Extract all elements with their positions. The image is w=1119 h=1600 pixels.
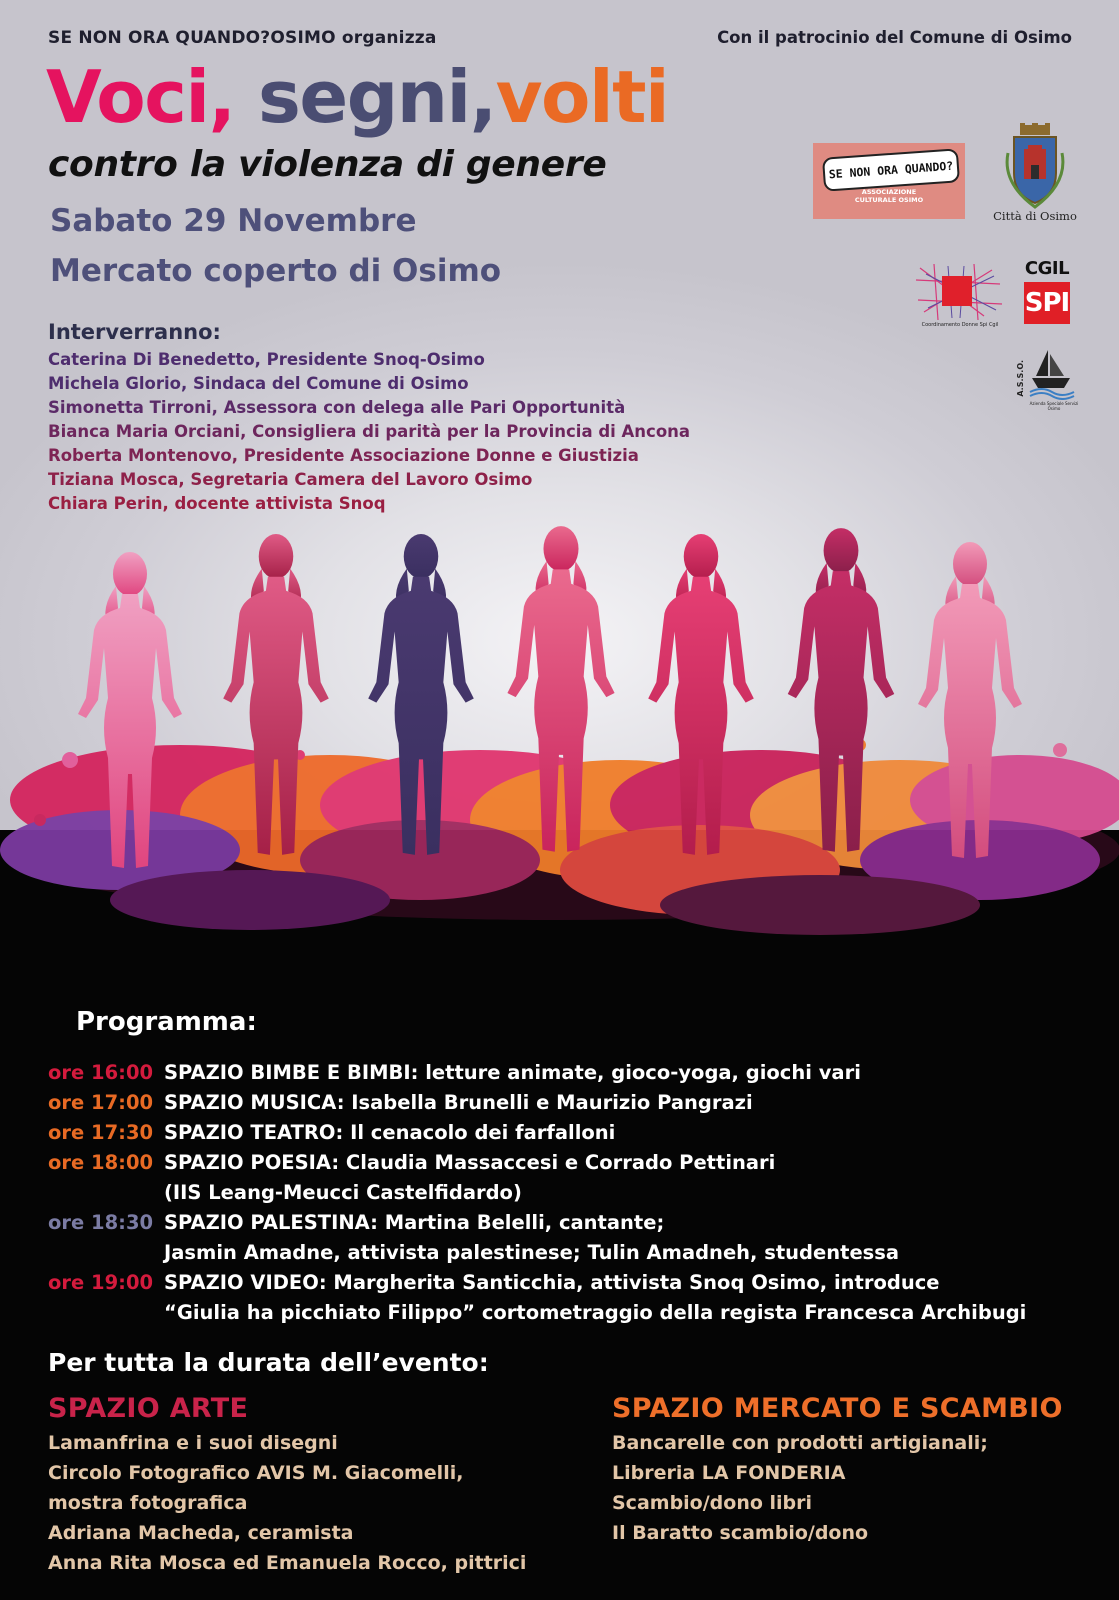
spazio-mercato-list — [612, 1428, 988, 1548]
coordinamento-grid-icon — [912, 262, 1008, 322]
speaker-item: Tiziana Mosca, Segretaria Camera del Lavoro Osimo — [48, 470, 533, 489]
programme-item — [48, 1088, 1108, 1118]
speaker-item: Michela Glorio, Sindaca del Comune di Osimo — [48, 374, 469, 393]
spazio-arte-item: Circolo Fotografico AVIS M. Giacomelli, — [48, 1462, 464, 1484]
coordinamento-donne-logo — [912, 262, 1008, 332]
spazio-arte-item: Lamanfrina e i suoi disegni — [48, 1432, 338, 1454]
title-word-voci: Voci, — [46, 55, 235, 139]
event-venue: Mercato coperto di Osimo — [50, 253, 502, 289]
osimo-crest-logo — [990, 123, 1080, 223]
programme-item — [48, 1118, 1108, 1148]
programme-list — [48, 1058, 1108, 1328]
spazio-arte-heading: SPAZIO ARTE — [48, 1393, 249, 1424]
programme-description-continued: (IIS Leang-Meucci Castelfidardo) — [164, 1181, 522, 1204]
speakers-list — [48, 348, 690, 516]
snoq-logo-title: SE NON ORA QUANDO? — [822, 148, 960, 191]
programme-description: SPAZIO PALESTINA: Martina Belelli, cantante; — [164, 1211, 665, 1234]
spazio-arte-item: Anna Rita Mosca ed Emanuela Rocco, pittrici — [48, 1552, 527, 1574]
programme-description: SPAZIO VIDEO: Margherita Santicchia, attivista Snoq Osimo, introduce — [164, 1271, 940, 1294]
programme-time: ore 18:30 — [48, 1211, 154, 1234]
organizer-line: SE NON ORA QUANDO?OSIMO organizza — [48, 28, 437, 48]
coordinamento-caption: Coordinamento Donne Spi Cgil — [921, 322, 999, 328]
programme-time: ore 19:00 — [48, 1271, 154, 1294]
spazio-mercato-heading: SPAZIO MERCATO E SCAMBIO — [612, 1393, 1063, 1424]
event-title — [46, 52, 668, 142]
duration-heading: Per tutta la durata dell’evento: — [48, 1348, 489, 1377]
programme-description-continued: Jasmin Amadne, attivista palestinese; Tulin Amadneh, studentessa — [164, 1241, 900, 1264]
programme-item-continuation — [48, 1298, 1108, 1328]
asso-ship-icon — [1018, 346, 1076, 400]
spazio-mercato-item: Il Baratto scambio/dono — [612, 1522, 869, 1544]
programme-item — [48, 1208, 1108, 1238]
spazio-mercato-item: Libreria LA FONDERIA — [612, 1462, 846, 1484]
speaker-item: Caterina Di Benedetto, Presidente Snoq-Osimo — [48, 350, 485, 369]
cgil-spi-logo — [1022, 258, 1072, 328]
programme-heading: Programma: — [76, 1007, 257, 1037]
programme-description: SPAZIO MUSICA: Isabella Brunelli e Maurizio Pangrazi — [164, 1091, 753, 1114]
spazio-arte-list — [48, 1428, 526, 1578]
speaker-item: Bianca Maria Orciani, Consigliera di parità per la Provincia di Ancona — [48, 422, 691, 441]
event-subtitle: contro la violenza di genere — [48, 144, 607, 185]
programme-item-continuation — [48, 1238, 1108, 1268]
asso-caption: Azienda Speciale Servizi Osimo — [1029, 401, 1079, 411]
spazio-arte-item: Adriana Macheda, ceramista — [48, 1522, 354, 1544]
cgil-label: CGIL — [1024, 258, 1070, 279]
programme-description-continued: “Giulia ha picchiato Filippo” cortometraggio della regista Francesca Archibugi — [164, 1301, 1027, 1324]
event-date: Sabato 29 Novembre — [50, 203, 417, 239]
asso-vertical-label: A.S.S.O. — [1016, 360, 1025, 397]
osimo-logo-caption: Città di Osimo — [993, 209, 1077, 223]
programme-description: SPAZIO TEATRO: Il cenacolo dei farfalloni — [164, 1121, 616, 1144]
programme-item — [48, 1148, 1108, 1178]
programme-time: ore 17:00 — [48, 1091, 154, 1114]
programme-item — [48, 1268, 1108, 1298]
osimo-crest-icon — [990, 123, 1080, 209]
programme-item — [48, 1058, 1108, 1088]
programme-time: ore 16:00 — [48, 1061, 154, 1084]
title-word-segni: segni, — [258, 55, 496, 139]
speakers-heading: Interverranno: — [48, 320, 221, 344]
speaker-item: Chiara Perin, docente attivista Snoq — [48, 494, 386, 513]
snoq-logo-subtitle: ASSOCIAZIONE CULTURALE OSIMO — [854, 188, 924, 204]
speaker-item: Roberta Montenovo, Presidente Associazione Donne e Giustizia — [48, 446, 639, 465]
programme-time: ore 17:30 — [48, 1121, 154, 1144]
spazio-arte-item: mostra fotografica — [48, 1492, 248, 1514]
spi-label: SPI — [1024, 282, 1070, 324]
title-word-volti: volti — [495, 55, 669, 139]
programme-description: SPAZIO POESIA: Claudia Massaccesi e Corrado Pettinari — [164, 1151, 776, 1174]
women-silhouettes-artwork — [0, 500, 1119, 970]
programme-item-continuation — [48, 1178, 1108, 1208]
speaker-item: Simonetta Tirroni, Assessora con delega alle Pari Opportunità — [48, 398, 626, 417]
spazio-mercato-item: Bancarelle con prodotti artigianali; — [612, 1432, 988, 1454]
programme-description: SPAZIO BIMBE E BIMBI: letture animate, gioco-yoga, giochi vari — [164, 1061, 861, 1084]
snoq-logo — [813, 143, 965, 219]
patronage-line: Con il patrocinio del Comune di Osimo — [717, 28, 1072, 47]
spazio-mercato-item: Scambio/dono libri — [612, 1492, 813, 1514]
programme-time: ore 18:00 — [48, 1151, 154, 1174]
asso-logo — [1016, 346, 1079, 411]
